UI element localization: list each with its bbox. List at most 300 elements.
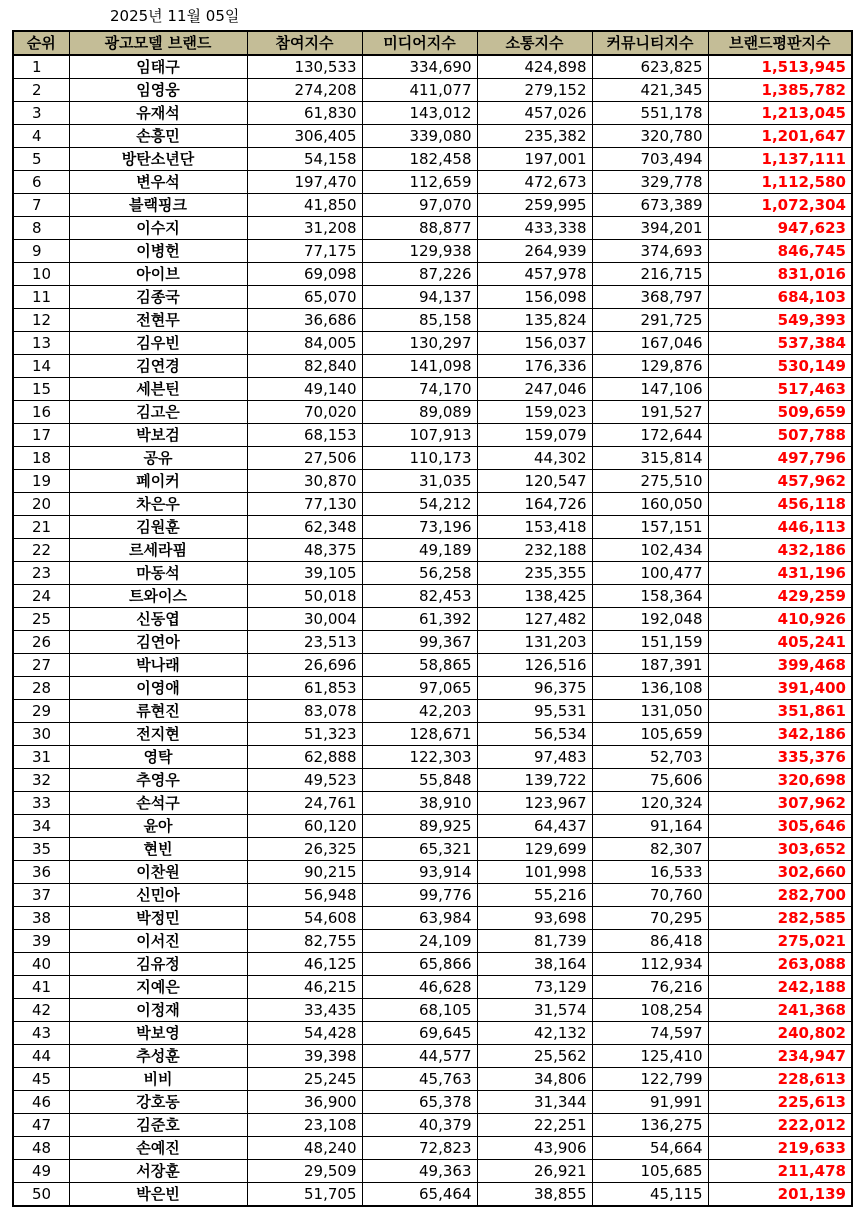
- table-row: [13, 447, 852, 470]
- media-cell: 56,258: [362, 562, 477, 585]
- table-row: [13, 907, 852, 930]
- brand-name-cell: 비비: [69, 1068, 247, 1091]
- media-cell: 54,212: [362, 493, 477, 516]
- brand-name-cell: 지예은: [69, 976, 247, 999]
- media-cell: 55,848: [362, 769, 477, 792]
- brand-index-cell: 1,112,580: [708, 171, 852, 194]
- brand-name-cell: 이정재: [69, 999, 247, 1022]
- community-cell: 86,418: [592, 930, 708, 953]
- table-row: [13, 999, 852, 1022]
- media-cell: 122,303: [362, 746, 477, 769]
- community-cell: 216,715: [592, 263, 708, 286]
- brand-name-cell: 공유: [69, 447, 247, 470]
- communication-cell: 264,939: [477, 240, 592, 263]
- community-cell: 136,108: [592, 677, 708, 700]
- rank-cell: 39: [13, 930, 69, 953]
- communication-cell: 176,336: [477, 355, 592, 378]
- rank-cell: 33: [13, 792, 69, 815]
- participation-cell: 84,005: [247, 332, 362, 355]
- rank-cell: 38: [13, 907, 69, 930]
- communication-cell: 64,437: [477, 815, 592, 838]
- media-cell: 143,012: [362, 102, 477, 125]
- table-row: [13, 1022, 852, 1045]
- rank-cell: 34: [13, 815, 69, 838]
- brand-name-cell: 김고은: [69, 401, 247, 424]
- community-cell: 91,991: [592, 1091, 708, 1114]
- table-row: [13, 700, 852, 723]
- media-cell: 45,763: [362, 1068, 477, 1091]
- brand-index-cell: 457,962: [708, 470, 852, 493]
- table-row: [13, 516, 852, 539]
- communication-cell: 25,562: [477, 1045, 592, 1068]
- table-row: [13, 148, 852, 171]
- table-row: [13, 861, 852, 884]
- brand-index-cell: 1,072,304: [708, 194, 852, 217]
- rank-cell: 50: [13, 1183, 69, 1207]
- participation-cell: 197,470: [247, 171, 362, 194]
- brand-name-cell: 손흥민: [69, 125, 247, 148]
- rank-cell: 49: [13, 1160, 69, 1183]
- participation-cell: 62,348: [247, 516, 362, 539]
- community-cell: 105,659: [592, 723, 708, 746]
- media-cell: 89,925: [362, 815, 477, 838]
- brand-index-cell: 282,585: [708, 907, 852, 930]
- media-cell: 73,196: [362, 516, 477, 539]
- participation-cell: 31,208: [247, 217, 362, 240]
- media-cell: 334,690: [362, 55, 477, 79]
- communication-cell: 156,098: [477, 286, 592, 309]
- communication-cell: 235,355: [477, 562, 592, 585]
- communication-cell: 457,978: [477, 263, 592, 286]
- brand-name-cell: 마동석: [69, 562, 247, 585]
- brand-index-cell: 549,393: [708, 309, 852, 332]
- media-cell: 99,367: [362, 631, 477, 654]
- participation-cell: 77,130: [247, 493, 362, 516]
- brand-name-cell: 박정민: [69, 907, 247, 930]
- brand-name-cell: 김우빈: [69, 332, 247, 355]
- table-row: [13, 608, 852, 631]
- media-cell: 93,914: [362, 861, 477, 884]
- brand-index-cell: 831,016: [708, 263, 852, 286]
- communication-cell: 38,164: [477, 953, 592, 976]
- brand-name-cell: 손예진: [69, 1137, 247, 1160]
- media-cell: 85,158: [362, 309, 477, 332]
- community-cell: 70,760: [592, 884, 708, 907]
- communication-cell: 235,382: [477, 125, 592, 148]
- table-row: [13, 102, 852, 125]
- participation-cell: 51,705: [247, 1183, 362, 1207]
- table-row: [13, 194, 852, 217]
- media-cell: 65,321: [362, 838, 477, 861]
- table-row: [13, 723, 852, 746]
- communication-cell: 26,921: [477, 1160, 592, 1183]
- participation-cell: 36,686: [247, 309, 362, 332]
- rank-cell: 25: [13, 608, 69, 631]
- rank-cell: 23: [13, 562, 69, 585]
- brand-index-cell: 1,385,782: [708, 79, 852, 102]
- communication-cell: 81,739: [477, 930, 592, 953]
- table-row: [13, 309, 852, 332]
- brand-index-cell: 225,613: [708, 1091, 852, 1114]
- brand-name-cell: 김연아: [69, 631, 247, 654]
- participation-cell: 49,523: [247, 769, 362, 792]
- brand-index-cell: 342,186: [708, 723, 852, 746]
- communication-cell: 164,726: [477, 493, 592, 516]
- brand-name-cell: 김원훈: [69, 516, 247, 539]
- media-cell: 65,464: [362, 1183, 477, 1207]
- media-cell: 68,105: [362, 999, 477, 1022]
- media-cell: 72,823: [362, 1137, 477, 1160]
- brand-index-cell: 399,468: [708, 654, 852, 677]
- brand-index-cell: 456,118: [708, 493, 852, 516]
- table-row: [13, 815, 852, 838]
- community-cell: 54,664: [592, 1137, 708, 1160]
- community-cell: 74,597: [592, 1022, 708, 1045]
- brand-index-cell: 335,376: [708, 746, 852, 769]
- participation-cell: 39,105: [247, 562, 362, 585]
- participation-cell: 41,850: [247, 194, 362, 217]
- community-cell: 315,814: [592, 447, 708, 470]
- rank-cell: 31: [13, 746, 69, 769]
- communication-cell: 97,483: [477, 746, 592, 769]
- communication-cell: 259,995: [477, 194, 592, 217]
- brand-name-cell: 서장훈: [69, 1160, 247, 1183]
- table-row: [13, 1068, 852, 1091]
- media-cell: 129,938: [362, 240, 477, 263]
- communication-cell: 42,132: [477, 1022, 592, 1045]
- brand-index-cell: 530,149: [708, 355, 852, 378]
- participation-cell: 27,506: [247, 447, 362, 470]
- brand-name-cell: 박은빈: [69, 1183, 247, 1207]
- brand-index-cell: 234,947: [708, 1045, 852, 1068]
- community-cell: 120,324: [592, 792, 708, 815]
- column-header-brand-index: 브랜드평판지수: [708, 31, 852, 55]
- rank-cell: 9: [13, 240, 69, 263]
- participation-cell: 26,325: [247, 838, 362, 861]
- table-row: [13, 654, 852, 677]
- media-cell: 128,671: [362, 723, 477, 746]
- table-row: [13, 1183, 852, 1207]
- participation-cell: 274,208: [247, 79, 362, 102]
- community-cell: 275,510: [592, 470, 708, 493]
- rank-cell: 41: [13, 976, 69, 999]
- communication-cell: 31,574: [477, 999, 592, 1022]
- participation-cell: 54,608: [247, 907, 362, 930]
- brand-name-cell: 방탄소년단: [69, 148, 247, 171]
- community-cell: 551,178: [592, 102, 708, 125]
- community-cell: 329,778: [592, 171, 708, 194]
- rank-cell: 42: [13, 999, 69, 1022]
- communication-cell: 120,547: [477, 470, 592, 493]
- media-cell: 88,877: [362, 217, 477, 240]
- media-cell: 182,458: [362, 148, 477, 171]
- participation-cell: 65,070: [247, 286, 362, 309]
- table-row: [13, 792, 852, 815]
- rank-cell: 44: [13, 1045, 69, 1068]
- participation-cell: 306,405: [247, 125, 362, 148]
- communication-cell: 44,302: [477, 447, 592, 470]
- brand-name-cell: 손석구: [69, 792, 247, 815]
- table-row: [13, 493, 852, 516]
- brand-index-cell: 201,139: [708, 1183, 852, 1207]
- brand-index-cell: 431,196: [708, 562, 852, 585]
- participation-cell: 77,175: [247, 240, 362, 263]
- community-cell: 125,410: [592, 1045, 708, 1068]
- community-cell: 45,115: [592, 1183, 708, 1207]
- table-row: [13, 677, 852, 700]
- communication-cell: 156,037: [477, 332, 592, 355]
- media-cell: 49,363: [362, 1160, 477, 1183]
- participation-cell: 54,158: [247, 148, 362, 171]
- brand-index-cell: 1,137,111: [708, 148, 852, 171]
- communication-cell: 138,425: [477, 585, 592, 608]
- rank-cell: 20: [13, 493, 69, 516]
- media-cell: 65,378: [362, 1091, 477, 1114]
- media-cell: 40,379: [362, 1114, 477, 1137]
- table-row: [13, 332, 852, 355]
- table-header-row: [13, 31, 852, 55]
- participation-cell: 48,240: [247, 1137, 362, 1160]
- table-row: [13, 769, 852, 792]
- community-cell: 91,164: [592, 815, 708, 838]
- community-cell: 151,159: [592, 631, 708, 654]
- participation-cell: 68,153: [247, 424, 362, 447]
- brand-name-cell: 아이브: [69, 263, 247, 286]
- community-cell: 76,216: [592, 976, 708, 999]
- community-cell: 105,685: [592, 1160, 708, 1183]
- participation-cell: 46,215: [247, 976, 362, 999]
- participation-cell: 39,398: [247, 1045, 362, 1068]
- community-cell: 129,876: [592, 355, 708, 378]
- participation-cell: 26,696: [247, 654, 362, 677]
- brand-name-cell: 전현무: [69, 309, 247, 332]
- communication-cell: 96,375: [477, 677, 592, 700]
- brand-name-cell: 이찬원: [69, 861, 247, 884]
- media-cell: 99,776: [362, 884, 477, 907]
- brand-index-cell: 432,186: [708, 539, 852, 562]
- brand-name-cell: 박보검: [69, 424, 247, 447]
- brand-index-cell: 222,012: [708, 1114, 852, 1137]
- rank-cell: 29: [13, 700, 69, 723]
- participation-cell: 82,840: [247, 355, 362, 378]
- media-cell: 24,109: [362, 930, 477, 953]
- brand-name-cell: 신동엽: [69, 608, 247, 631]
- media-cell: 49,189: [362, 539, 477, 562]
- community-cell: 623,825: [592, 55, 708, 79]
- rank-cell: 35: [13, 838, 69, 861]
- rank-cell: 32: [13, 769, 69, 792]
- table-row: [13, 1137, 852, 1160]
- brand-index-cell: 497,796: [708, 447, 852, 470]
- brand-index-cell: 947,623: [708, 217, 852, 240]
- media-cell: 97,065: [362, 677, 477, 700]
- column-header-community: 커뮤니티지수: [592, 31, 708, 55]
- rank-cell: 15: [13, 378, 69, 401]
- table-row: [13, 79, 852, 102]
- table-row: [13, 424, 852, 447]
- media-cell: 69,645: [362, 1022, 477, 1045]
- table-row: [13, 930, 852, 953]
- rank-cell: 22: [13, 539, 69, 562]
- participation-cell: 56,948: [247, 884, 362, 907]
- brand-name-cell: 류현진: [69, 700, 247, 723]
- column-header-communication: 소통지수: [477, 31, 592, 55]
- rank-cell: 17: [13, 424, 69, 447]
- brand-index-cell: 211,478: [708, 1160, 852, 1183]
- brand-name-cell: 김준호: [69, 1114, 247, 1137]
- community-cell: 167,046: [592, 332, 708, 355]
- community-cell: 374,693: [592, 240, 708, 263]
- participation-cell: 70,020: [247, 401, 362, 424]
- table-row: [13, 746, 852, 769]
- brand-name-cell: 세븐틴: [69, 378, 247, 401]
- community-cell: 421,345: [592, 79, 708, 102]
- communication-cell: 31,344: [477, 1091, 592, 1114]
- community-cell: 136,275: [592, 1114, 708, 1137]
- media-cell: 65,866: [362, 953, 477, 976]
- communication-cell: 153,418: [477, 516, 592, 539]
- rank-cell: 5: [13, 148, 69, 171]
- brand-index-cell: 219,633: [708, 1137, 852, 1160]
- community-cell: 16,533: [592, 861, 708, 884]
- brand-name-cell: 차은우: [69, 493, 247, 516]
- media-cell: 63,984: [362, 907, 477, 930]
- rank-cell: 21: [13, 516, 69, 539]
- rank-cell: 24: [13, 585, 69, 608]
- community-cell: 192,048: [592, 608, 708, 631]
- rank-cell: 7: [13, 194, 69, 217]
- community-cell: 172,644: [592, 424, 708, 447]
- community-cell: 191,527: [592, 401, 708, 424]
- communication-cell: 232,188: [477, 539, 592, 562]
- community-cell: 52,703: [592, 746, 708, 769]
- rank-cell: 26: [13, 631, 69, 654]
- rank-cell: 45: [13, 1068, 69, 1091]
- participation-cell: 69,098: [247, 263, 362, 286]
- rank-cell: 19: [13, 470, 69, 493]
- rank-cell: 12: [13, 309, 69, 332]
- table-row: [13, 355, 852, 378]
- brand-name-cell: 이병헌: [69, 240, 247, 263]
- community-cell: 160,050: [592, 493, 708, 516]
- communication-cell: 159,079: [477, 424, 592, 447]
- rank-cell: 48: [13, 1137, 69, 1160]
- rank-cell: 27: [13, 654, 69, 677]
- brand-index-cell: 509,659: [708, 401, 852, 424]
- media-cell: 94,137: [362, 286, 477, 309]
- table-row: [13, 401, 852, 424]
- communication-cell: 93,698: [477, 907, 592, 930]
- brand-name-cell: 강호동: [69, 1091, 247, 1114]
- brand-index-cell: 303,652: [708, 838, 852, 861]
- brand-index-cell: 263,088: [708, 953, 852, 976]
- table-row: [13, 838, 852, 861]
- participation-cell: 23,513: [247, 631, 362, 654]
- media-cell: 130,297: [362, 332, 477, 355]
- brand-index-cell: 1,213,045: [708, 102, 852, 125]
- brand-name-cell: 임영웅: [69, 79, 247, 102]
- brand-name-cell: 트와이스: [69, 585, 247, 608]
- participation-cell: 60,120: [247, 815, 362, 838]
- participation-cell: 54,428: [247, 1022, 362, 1045]
- media-cell: 97,070: [362, 194, 477, 217]
- communication-cell: 43,906: [477, 1137, 592, 1160]
- table-row: [13, 1091, 852, 1114]
- brand-name-cell: 현빈: [69, 838, 247, 861]
- table-row: [13, 539, 852, 562]
- table-row: [13, 953, 852, 976]
- brand-name-cell: 이서진: [69, 930, 247, 953]
- brand-index-cell: 275,021: [708, 930, 852, 953]
- brand-name-cell: 추영우: [69, 769, 247, 792]
- communication-cell: 34,806: [477, 1068, 592, 1091]
- media-cell: 74,170: [362, 378, 477, 401]
- community-cell: 394,201: [592, 217, 708, 240]
- rank-cell: 1: [13, 55, 69, 79]
- rank-cell: 37: [13, 884, 69, 907]
- rank-cell: 4: [13, 125, 69, 148]
- brand-index-cell: 1,201,647: [708, 125, 852, 148]
- media-cell: 46,628: [362, 976, 477, 999]
- communication-cell: 38,855: [477, 1183, 592, 1207]
- community-cell: 102,434: [592, 539, 708, 562]
- brand-name-cell: 페이커: [69, 470, 247, 493]
- brand-index-cell: 537,384: [708, 332, 852, 355]
- media-cell: 58,865: [362, 654, 477, 677]
- media-cell: 110,173: [362, 447, 477, 470]
- brand-name-cell: 추성훈: [69, 1045, 247, 1068]
- participation-cell: 49,140: [247, 378, 362, 401]
- rank-cell: 14: [13, 355, 69, 378]
- rank-cell: 18: [13, 447, 69, 470]
- communication-cell: 126,516: [477, 654, 592, 677]
- brand-name-cell: 김종국: [69, 286, 247, 309]
- media-cell: 112,659: [362, 171, 477, 194]
- brand-index-cell: 405,241: [708, 631, 852, 654]
- community-cell: 70,295: [592, 907, 708, 930]
- brand-index-cell: 351,861: [708, 700, 852, 723]
- community-cell: 75,606: [592, 769, 708, 792]
- participation-cell: 90,215: [247, 861, 362, 884]
- participation-cell: 48,375: [247, 539, 362, 562]
- participation-cell: 83,078: [247, 700, 362, 723]
- communication-cell: 95,531: [477, 700, 592, 723]
- community-cell: 82,307: [592, 838, 708, 861]
- communication-cell: 139,722: [477, 769, 592, 792]
- community-cell: 368,797: [592, 286, 708, 309]
- brand-ranking-table: [12, 30, 853, 1207]
- participation-cell: 25,245: [247, 1068, 362, 1091]
- participation-cell: 30,870: [247, 470, 362, 493]
- brand-index-cell: 684,103: [708, 286, 852, 309]
- rank-cell: 3: [13, 102, 69, 125]
- participation-cell: 62,888: [247, 746, 362, 769]
- table-row: [13, 125, 852, 148]
- community-cell: 187,391: [592, 654, 708, 677]
- media-cell: 339,080: [362, 125, 477, 148]
- brand-name-cell: 박보영: [69, 1022, 247, 1045]
- table-row: [13, 55, 852, 79]
- brand-name-cell: 유재석: [69, 102, 247, 125]
- community-cell: 320,780: [592, 125, 708, 148]
- rank-cell: 47: [13, 1114, 69, 1137]
- brand-index-cell: 241,368: [708, 999, 852, 1022]
- brand-index-cell: 429,259: [708, 585, 852, 608]
- brand-index-cell: 507,788: [708, 424, 852, 447]
- media-cell: 87,226: [362, 263, 477, 286]
- participation-cell: 61,830: [247, 102, 362, 125]
- communication-cell: 101,998: [477, 861, 592, 884]
